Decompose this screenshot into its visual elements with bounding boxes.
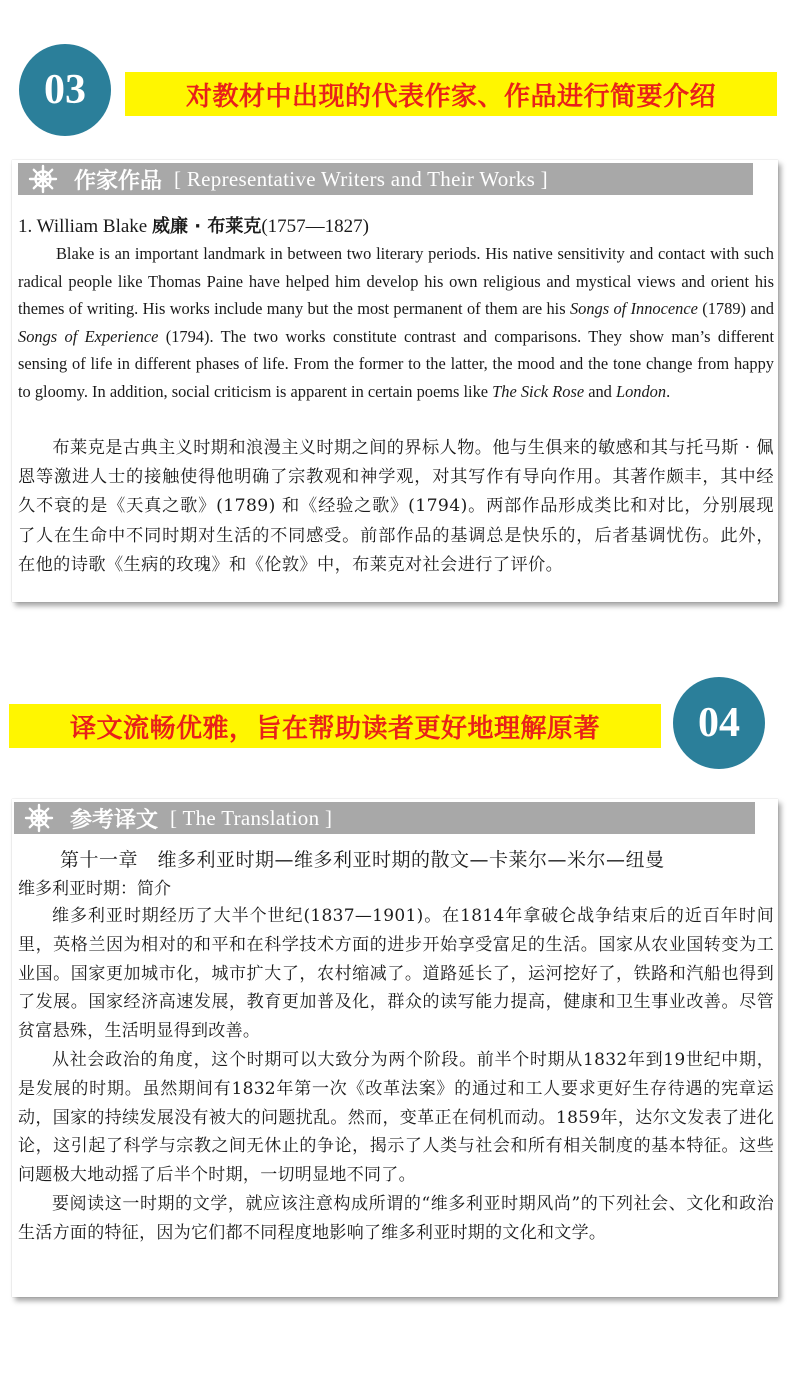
writer-name-en: 1. William Blake: [18, 216, 152, 237]
section-header-writers: [18, 163, 753, 195]
section-number: 03: [44, 67, 86, 113]
en-text-part: (1789) and: [697, 299, 774, 319]
translation-body: [18, 902, 774, 1248]
section-number-badge-03: [19, 44, 111, 136]
section-header-translation: [14, 802, 755, 834]
section-number: 04: [698, 700, 740, 746]
section-number-badge-04: [673, 677, 765, 769]
work-title: London: [615, 381, 667, 401]
work-title: Songs of Experience: [18, 326, 159, 346]
section-subtitle: [ The Translation ]: [170, 805, 333, 830]
translation-paragraph: 维多利亚时期经历了大半个世纪(1837—1901)。在1814年拿破仑战争结束后的近百年时间里，英格兰因为相对的和平和在科学技术方面的进步开始享受富足的生活。国家从农业国转变为工业国。国家更加城市化，城市扩大了，农村缩减了。道路延长了，运河挖好了，铁路和汽船也得到了发展。国家经济高速发展，教育更加普及化，群众的读写能力提高，健康和卫生事业改善。尽管贫富悬殊，生活明显得到改善。: [18, 906, 774, 1042]
translation-paragraph: 从社会政治的角度，这个时期可以大致分为两个阶段。前半个时期从1832年到19世纪中期，是发展的时期。虽然期间有1832年第一次《改革法案》的通过和工人要求更好生存待遇的宪章运动，国家的持续发展没有被大的问题扰乱。然而，变革正在伺机而动。1859年，达尔文发表了进化论，这引起了科学与宗教之间无休止的争论，揭示了人类与社会和所有相关制度的基本特征。这些问题极大地动摇了后半个时期，一切明显地不同了。: [18, 1049, 774, 1186]
work-title: Songs of Innocence: [569, 299, 698, 319]
en-text-part: (1794). The two works constitute contrast and comparisons. They show man’s different sensing of life in different phases of life. From the former to the latter, the mood and the tone change from happy to gloomy. In addition, social criticism is apparent in certain poems like: [18, 326, 774, 401]
en-text-part: Blake is an important landmark in between two literary periods. His native sensitivity and contact with such radical people like Thomas Paine have helped him develop his own religious and mystical views and orient his themes of writing. His works include many but the most permanent of them are his: [18, 244, 774, 319]
chapter-title: 第十一章 维多利亚时期—维多利亚时期的散文—卡莱尔—米尔—纽曼: [60, 849, 665, 871]
section-title: 作家作品: [74, 168, 163, 194]
section-banner-03: [125, 72, 777, 116]
writer-name-zh: 威廉 · 布莱克: [151, 216, 262, 237]
translation-paragraph: 要阅读这一时期的文学，就应该注意构成所谓的“维多利亚时期风尚”的下列社会、文化和政治生活方面的特征，因为它们都不同程度地影响了维多利亚时期的文化和文学。: [18, 1193, 774, 1243]
banner-text: 译文流畅优雅，旨在帮助读者更好地理解原著: [69, 713, 600, 744]
chapter-subtitle: 维多利亚时期：简介: [18, 879, 171, 899]
chinese-text: 布莱克是古典主义时期和浪漫主义时期之间的界标人物。他与生俱来的敏感和其与托马斯 · 佩恩等激进人士的接触使得他明确了宗教观和神学观，对其写作有导向作用。其著作颇丰，其中经久不衰的是《天真之歌》(1789) 和《经验之歌》(1794)。两部作品形成类比和对比，分别展现了人在生命中不同时期对生活的不同感受。前部作品的基调总是快乐的，后者基调忧伤。此外，在他的诗歌《生病的玫瑰》和《伦敦》中，布莱克对社会进行了评价。: [18, 438, 774, 575]
section-banner-04: [9, 704, 661, 748]
banner-text: 对教材中出现的代表作家、作品进行简要介绍: [185, 81, 716, 112]
english-paragraph: [18, 240, 774, 406]
section-subtitle: [ Representative Writers and Their Works ]: [174, 166, 548, 191]
ship-wheel-icon: [28, 164, 58, 194]
writer-heading: [18, 212, 369, 238]
writer-years: (1757—1827): [261, 216, 370, 237]
en-text-part: and: [584, 381, 616, 401]
ship-wheel-icon: [24, 803, 54, 833]
chinese-paragraph: [18, 434, 774, 580]
section-title: 参考译文: [70, 807, 159, 833]
en-text-part: .: [666, 381, 671, 401]
work-title: The Sick Rose: [492, 381, 585, 401]
